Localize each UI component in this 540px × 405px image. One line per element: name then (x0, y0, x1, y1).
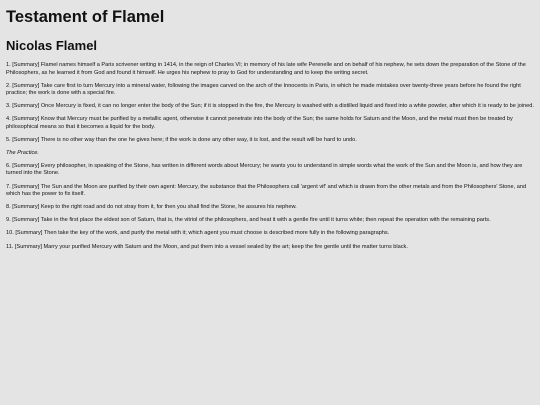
paragraph-1: 1. [Summary] Flamel names himself a Paris scrivener writing in 1414, in the reign of Charles VI; in memory of his late wife Perenelle and on behalf of his nephew, he sets down the preparation of the Stone of the Philosophers, as he learned it from God and found it himself. He urges his nephew to pray to God for understanding and to keep the writing secret. (6, 62, 526, 76)
paragraph-6: 6. [Summary] Every philosopher, in speaking of the Stone, has written in different words about Mercury; he wants you to understand in simple words what the work of the Sun and the Moon is, and how they are turned into the Stone. (6, 163, 523, 177)
paragraph-5: 5. [Summary] There is no other way than the one he gives here; if the work is done any other way, it is lost, and the result will be hard to undo. (6, 136, 357, 143)
paragraph-8: 8. [Summary] Keep to the right road and do not stray from it, for then you shall find the Stone, he assures his nephew. (6, 204, 297, 211)
section-heading: The Practice. (6, 150, 39, 157)
document-author: Nicolas Flamel (6, 38, 98, 54)
paragraph-11: 11. [Summary] Marry your purified Mercury with Saturn and the Moon, and put them into a vessel sealed by the art; keep the fire gentle until the matter turns black. (6, 243, 408, 250)
paragraph-7: 7. [Summary] The Sun and the Moon are purified by their own agent: Mercury, the substance that the Philosophers call 'argent vif' and which is drawn from the other metals and from the Philosophers' Stone, and which has the power to fix itself. (6, 183, 527, 197)
paragraph-10: 10. [Summary] Then take the key of the work, and purify the metal with it; which agent you must choose is described more fully in the following paragraphs. (6, 230, 390, 237)
paragraph-3: 3. [Summary] Once Mercury is fixed, it can no longer enter the body of the Sun; if it is stopped in the fire, the Mercury is washed with a distilled liquid and fixed into a white powder, after which it is ready to be joined. (6, 103, 534, 110)
document-title: Testament of Flamel (6, 8, 165, 26)
paragraph-9: 9. [Summary] Take in the first place the eldest son of Saturn, that is, the vitriol of the philosophers, and heat it with a gentle fire until it turns white; then repeat the operation with the remaining parts. (6, 217, 491, 224)
paragraph-2: 2. [Summary] Take care first to turn Mercury into a mineral water, following the images carved on the arch of the Innocents in Paris, in which he made mistakes over twenty-three years before he found the right practice; the work is done with a special fire. (6, 82, 521, 97)
paragraph-4: 4. [Summary] Know that Mercury must be purified by a metallic agent, otherwise it cannot penetrate into the body of the Sun; the same holds for Saturn and the Moon, and the metal must then be treated by philosophical means so that it becomes a liquid for the body. (6, 116, 513, 130)
